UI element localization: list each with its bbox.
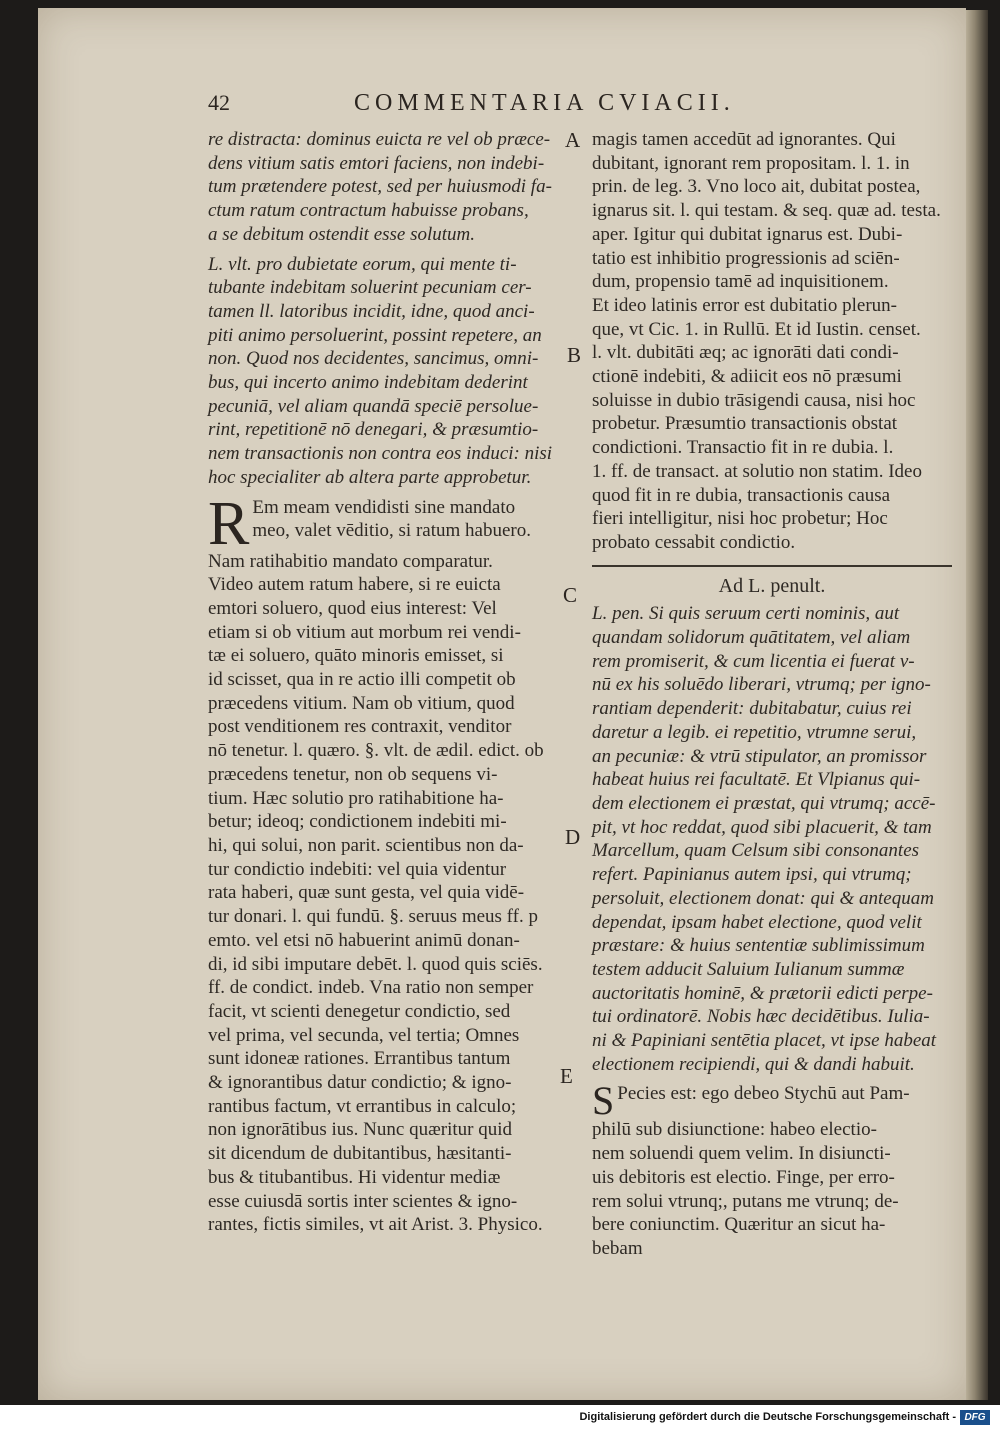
text-line: esse cuiusdā sortis inter scientes & igno- [208, 1190, 518, 1212]
text-line: nō tenetur. l. quæro. §. vlt. de ædil. edict. ob [208, 740, 544, 762]
text-line: ignarus sit. l. qui testam. & seq. quæ ad. testa. [592, 200, 941, 222]
text-line: dubitant, ignorant rem propositam. l. 1. in [592, 152, 910, 174]
text-line: emtori soluero, quod eius interest: Vel [208, 597, 497, 619]
text-line: hi, qui solui, non parit. scientibus non da- [208, 834, 524, 856]
text-line: aper. Igitur qui dubitat ignarus est. Dubi- [592, 223, 903, 245]
text-line: & ignorantibus datur condictio; & igno- [208, 1072, 512, 1094]
text-line: ctionē indebiti, & adiicit eos nō præsumi [592, 366, 902, 388]
text-line: dependat, ipsam habet electione, quod velit [592, 911, 922, 933]
text-line: rint, repetitionē nō denegari, & præsumtio- [208, 419, 539, 441]
text-line: betur; ideoq; condictionem indebiti mi- [208, 811, 507, 833]
text-line: soluisse in dubio trāsigendi causa, nisi hoc [592, 389, 916, 411]
drop-cap-r: R [208, 489, 250, 558]
text-line: rantes, fictis similes, vt ait Arist. 3. Physico. [208, 1214, 543, 1236]
text-line: rem promiserit, & cum licentia ei fuerat v- [592, 650, 915, 672]
margin-letter-b: B [567, 343, 582, 367]
text-line: meo, valet vēditio, si ratum habuero. [252, 520, 531, 542]
text-line: emto. vel etsi nō habuerint animū donan- [208, 929, 520, 951]
text-line: re distracta: dominus euicta re vel ob præce- [208, 129, 551, 150]
text-line: nū ex his soluēdo liberari, vtrumq; per igno- [592, 674, 931, 696]
margin-letter-e: E [560, 1064, 573, 1088]
text-line: tatio est inhibitio progressionis ad sciēn- [592, 247, 900, 269]
text-line: rantibus factum, vt errantibus in calculo; [208, 1095, 517, 1117]
text-line: tur donari. l. qui fundū. §. seruus meus ff. p [208, 906, 538, 928]
text-line: di, id sibi imputare debēt. l. quod quis sciēs. [208, 953, 543, 975]
text-line: dem electionem ei præstat, qui vtrumq; accē- [592, 792, 936, 814]
text-line: dens vitium satis emtori faciens, non indebi- [208, 152, 545, 174]
text-line: bere coniunctim. Quæritur an sicut ha- [592, 1214, 886, 1236]
text-line: pit, vt hoc reddat, quod sibi placuerit, & tam [592, 816, 932, 838]
text-line: vel prima, vel secunda, vel tertia; Omnes [208, 1024, 520, 1046]
text-line: quod fit in re dubia, transactionis causa [592, 484, 891, 506]
text-line: tum prætendere potest, sed per huiusmodi fa- [208, 176, 552, 198]
text-line: fieri intelligitur, nisi hoc probetur; Hoc [592, 508, 888, 530]
dfg-logo: DFG [960, 1410, 990, 1425]
left-italic-block-2 [208, 253, 553, 490]
text-line: testem adducit Saluium Iulianum summæ [592, 958, 905, 980]
right-roman-lines [592, 1118, 952, 1260]
text-line: post venditionem res contraxit, venditor [208, 716, 512, 738]
page-number: 42 [208, 90, 230, 115]
text-line: tubante indebitam soluerint pecuniam cer- [208, 277, 532, 299]
text-line: auctoritatis hominē, & prætorii edicti perpe- [592, 982, 933, 1004]
text-line: hoc specialiter ab altera parte approbetur. [208, 466, 532, 488]
margin-letter-d: D [565, 825, 581, 849]
text-line: nem transactionis non contra eos induci: nisi [208, 443, 553, 465]
text-line: prin. de leg. 3. Vno loco ait, dubitat postea, [592, 176, 921, 198]
page-header [208, 90, 968, 124]
text-line: a se debitum ostendit esse solutum. [208, 223, 476, 245]
text-line: sunt idoneæ rationes. Errantibus tantum [208, 1048, 511, 1070]
text-line: persoluit, electionem donat: qui & antequam [592, 887, 934, 909]
text-line: nem soluendi quem velim. In disiuncti- [592, 1143, 891, 1165]
text-line: Video autem ratum habere, si re euicta [208, 574, 501, 596]
left-column [208, 128, 553, 1237]
text-line: tium. Hæc solutio pro ratihabitione ha- [208, 787, 504, 809]
text-line: L. pen. Si quis seruum certi nominis, aut [592, 603, 900, 625]
right-roman-block-1 [592, 128, 952, 555]
text-line: tur condictio indebiti: vel quia videntur [208, 858, 507, 880]
text-line: tæ ei soluero, quāto minoris emisset, si [208, 645, 504, 667]
text-line: uis debitoris est electio. Finge, per erro- [592, 1166, 895, 1188]
right-italic-block [592, 602, 952, 1076]
text-line: ff. de condict. indeb. Vna ratio non semper [208, 977, 534, 999]
text-line: philū sub disiunctione: habeo electio- [592, 1119, 877, 1141]
text-line: id scisset, qua in re actio illi competit ob [208, 669, 516, 691]
text-line: ctum ratum contractum habuisse probans, [208, 200, 529, 222]
text-line: tui ordinatorē. Nobis hæc decidētibus. Iulia- [592, 1006, 930, 1028]
left-italic-block-1 [208, 128, 553, 247]
margin-letter-c: C [563, 583, 578, 607]
text-line: magis tamen accedūt ad ignorantes. Qui [592, 129, 896, 150]
left-roman-lines [208, 550, 553, 1237]
text-line: probetur. Præsumtio transactionis obstat [592, 413, 898, 435]
text-line: rata haberi, quæ sunt gesta, vel quia vidē- [208, 882, 525, 904]
text-line: Nam ratihabitio mandato comparatur. [208, 550, 493, 572]
text-line: electionem recipiendi, qui & dandi habuit. [592, 1053, 915, 1075]
left-roman-block [208, 489, 553, 1237]
text-line: bus & titubantibus. Hi videntur mediæ [208, 1166, 501, 1188]
text-line: non ignorātibus ius. Nunc quæritur quid [208, 1119, 512, 1141]
text-line: Em meam vendidisti sine mandato [252, 496, 516, 518]
footer-bar [0, 1405, 1000, 1431]
text-line: facit, vt scienti denegetur condictio, sed [208, 1000, 511, 1022]
footer-credit: Digitalisierung gefördert durch die Deutsche Forschungsgemeinschaft - [579, 1411, 956, 1423]
text-line: etiam si ob vitium aut morbum rei vendi- [208, 621, 521, 643]
section-heading: Ad L. penult. [718, 574, 826, 597]
running-title: COMMENTARIA CVIACII. [354, 90, 735, 116]
text-line: bebam [592, 1237, 643, 1259]
text-line: dum, propensio tamē ad inquisitionem. [592, 271, 889, 293]
margin-letter-a: A [565, 128, 581, 152]
drop-cap-s: S [592, 1078, 615, 1124]
text-line: Et ideo latinis error est dubitatio plerun- [592, 294, 897, 316]
text-line: 1. ff. de transact. at solutio non statim. Ideo [592, 460, 922, 482]
text-line: sit dicendum de dubitantibus, hæsitanti- [208, 1143, 512, 1165]
text-line: rem solui vtrunq;, putans me vtrunq; de- [592, 1190, 899, 1212]
text-line: an pecuniæ: & vtrū stipulator, an promissor [592, 745, 927, 767]
right-roman-block-2 [592, 1078, 952, 1260]
text-line: pecuniā, vel aliam quandā speciē persolue- [208, 395, 539, 417]
text-line: præstare: & huius sententiæ sublimissimum [592, 935, 925, 957]
text-line: condictioni. Transactio fit in re dubia. l. [592, 437, 894, 459]
text-line: que, vt Cic. 1. in Rullū. Et id Iustin. censet. [592, 318, 921, 340]
text-line: rantiam dependerit: dubitabatur, cuius rei [592, 698, 912, 720]
text-line: bus, qui incerto animo indebitam dederint [208, 372, 528, 394]
text-line: probato cessabit condictio. [592, 531, 796, 553]
text-line: habeat huius rei facultatē. Et Vlpianus qui- [592, 769, 921, 791]
text-line: Marcellum, quam Celsum sibi consonantes [592, 840, 920, 862]
page-edge [966, 10, 988, 1400]
text-line: tamen ll. latoribus incidit, idne, quod anci- [208, 300, 535, 322]
right-column [592, 128, 952, 1261]
text-line: ni & Papiniani sentētia placet, vt ipse habeat [592, 1030, 937, 1052]
text-line: præcedens vitium. Nam ob vitium, quod [208, 692, 515, 714]
text-line: quandam solidorum quātitatem, vel aliam [592, 627, 911, 649]
text-line: præcedens tenetur, non ob sequens vi- [208, 763, 498, 785]
text-line: L. vlt. pro dubietate eorum, qui mente ti- [208, 253, 517, 275]
section-rule [592, 565, 952, 567]
text-line: refert. Papinianus autem ipsi, qui vtrumq; [592, 864, 912, 886]
text-line: non. Quod nos decidentes, sancimus, omni- [208, 348, 539, 370]
text-line: Pecies est: ego debeo Stychū aut Pam- [617, 1083, 910, 1105]
text-line: l. vlt. dubitāti æq; ac ignorāti dati condi- [592, 342, 899, 364]
text-line: daretur a legib. ei repetitio, vtrumne serui, [592, 721, 917, 743]
text-line: piti animo persoluerint, possint repetere, an [208, 324, 542, 346]
